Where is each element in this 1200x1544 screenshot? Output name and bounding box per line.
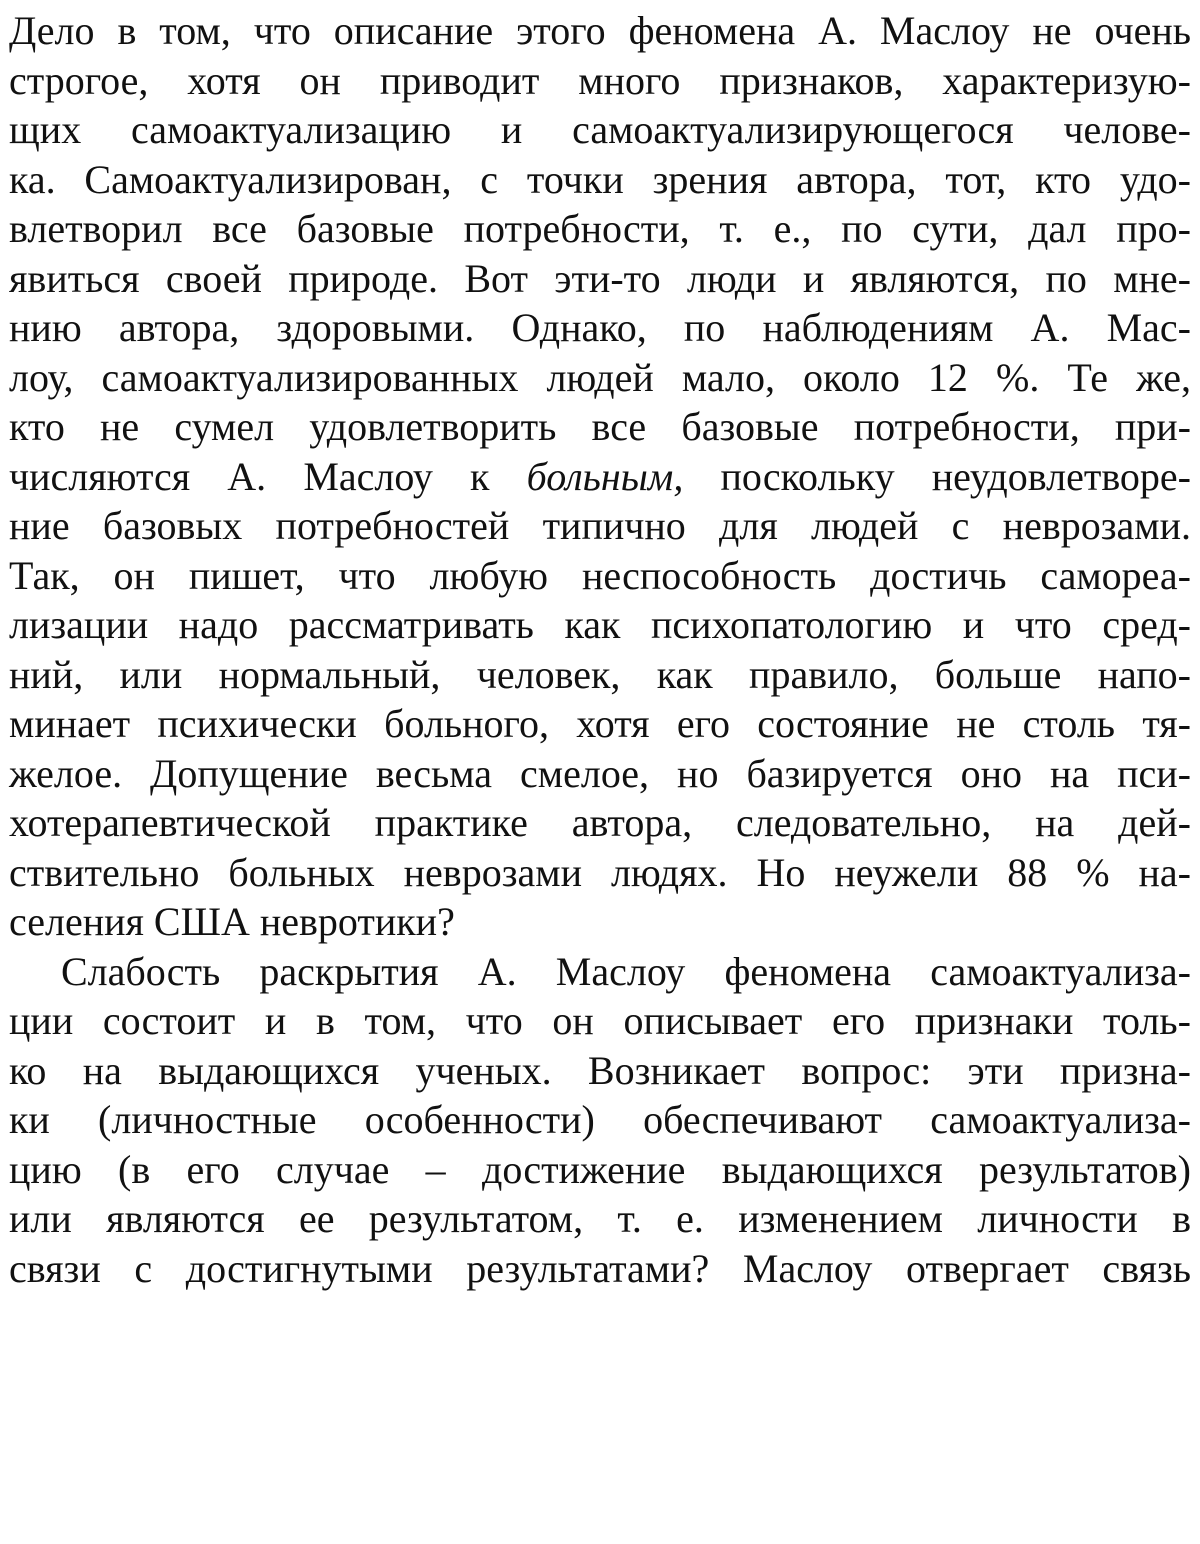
text-line-last: селения США невротики?: [9, 899, 455, 944]
text-segment: поскольку неудовлетворе-: [683, 453, 1192, 499]
paragraph-1: [9, 6, 1191, 947]
text-line: минает психически больного, хотя его состояние не столь тя-: [9, 701, 1191, 746]
text-line: хотерапевтической практике автора, следовательно, на дей-: [9, 800, 1191, 845]
text-line: ний, или нормальный, человек, как правило, больше напо-: [9, 651, 1191, 697]
text-line: Так, он пишет, что любую неспособность достичь самореа-: [9, 552, 1191, 598]
text-line: кто не сумел удовлетворить все базовые потребности, при-: [9, 404, 1191, 449]
text-line: ко на выдающихся ученых. Возникает вопрос: эти призна-: [9, 1047, 1191, 1093]
italic-emphasis: больным,: [526, 453, 684, 499]
text-line: влетворил все базовые потребности, т. е., по сути, дал про-: [9, 206, 1191, 251]
text-line: Дело в том, что описание этого феномена А. Маслоу не очень: [9, 8, 1191, 53]
text-line-with-italic: [9, 452, 1191, 502]
text-line: лизации надо рассматривать как психопатологию и что сред-: [9, 602, 1191, 647]
text-line: ние базовых потребностей типично для людей с неврозами.: [9, 503, 1191, 548]
text-line: строгое, хотя он приводит много признаков, характеризую-: [9, 57, 1191, 103]
text-line: ции состоит и в том, что он описывает его признаки толь-: [9, 998, 1191, 1043]
text-line: или являются ее результатом, т. е. изменением личности в: [9, 1196, 1191, 1241]
text-segment: числяются А. Маслоу к: [9, 453, 527, 499]
text-line: цию (в его случае – достижение выдающихся результатов): [9, 1146, 1191, 1192]
text-line: связи с достигнутыми результатами? Маслоу отвергает связь: [9, 1245, 1191, 1291]
text-line: нию автора, здоровыми. Однако, по наблюдениям А. Мас-: [9, 305, 1191, 350]
text-line-indented: Слабость раскрытия А. Маслоу феномена самоактуализа-: [61, 948, 1191, 994]
text-line: явиться своей природе. Вот эти-то люди и являются, по мне-: [9, 255, 1191, 301]
text-line: щих самоактуализацию и самоактуализирующегося челове-: [9, 107, 1191, 152]
text-line: лоу, самоактуализированных людей мало, около 12 %. Те же,: [9, 354, 1191, 400]
text-line: ка. Самоактуализирован, с точки зрения автора, тот, кто удо-: [9, 156, 1191, 202]
text-line: желое. Допущение весьма смелое, но базируется оно на пси-: [9, 750, 1191, 796]
paragraph-2: [9, 947, 1191, 1294]
text-line: ки (личностные особенности) обеспечивают самоактуализа-: [9, 1097, 1191, 1142]
text-line: ствительно больных неврозами людях. Но неужели 88 % на-: [9, 849, 1191, 895]
